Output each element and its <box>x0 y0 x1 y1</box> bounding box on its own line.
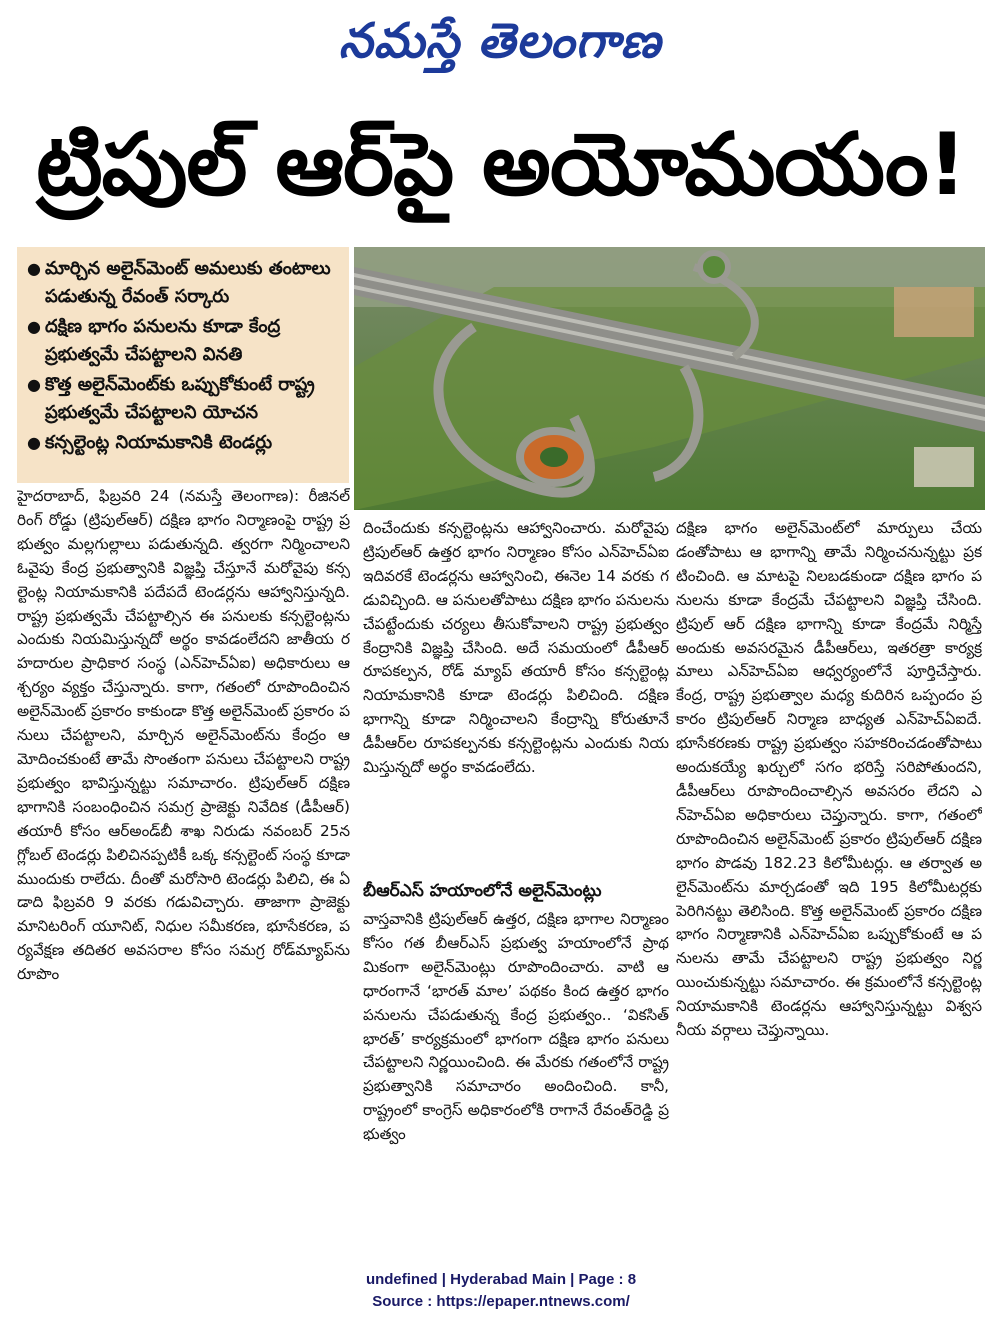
article-column-1: హైదరాబాద్, ఫిబ్రవరి 24 (నమస్తే తెలంగాణ): రీజినల్ రింగ్ రోడ్డు (ట్రిపుల్‌ఆర్) దక్షిణ భాగం నిర్మాణంపై రాష్ట్ర ప్రభుత్వం మల్లగుల్లాలు పడుతున్నది. త్వరగా నిర్మించాలని ఓవైపు కేంద్ర ప్రభుత్వానికి విజ్ఞప్తి చేస్తూనే మరోవైపు కన్సల్టెంట్ల నియామకానికి పదేపదే టెండర్లను ఆహ్వానిస్తున్నది. రాష్ట్ర ప్రభుత్వమే చేపట్టాల్సిన ఈ పనులకు కన్సల్టెంట్లను ఎందుకు నియమిస్తున్నదో అర్థం కావడంలేదని జాతీయ రహదారుల ప్రాధికార సంస్థ (ఎన్‌హెచ్‌ఏఐ) అధికారులు ఆశ్చర్యం వ్యక్తం చేస్తున్నారు. కాగా, గతంలో రూపొందించిన అలైన్‌మెంట్ ప్రకారం కాకుండా కొత్త అలైన్‌మెంట్ ప్రకారం పనులు చేపట్టాలని, మార్చిన అలైన్‌మెంట్‌ను కేంద్రం ఆమోదించకుంటే తామే సొంతంగా పనులు చేపట్టాలని రాష్ట్ర ప్రభుత్వం భావిస్తున్నట్టు సమాచారం. ట్రిపుల్‌ఆర్ దక్షిణ భాగానికి సంబంధించిన సమగ్ర ప్రాజెక్టు నివేదిక (డీపీఆర్) తయారీ కోసం ఆర్‌అండ్‌బీ శాఖ నిరుడు నవంబర్ 25న గ్లోబల్ టెండర్లు పిలిచినప్పటికీ ఒక్క కన్సల్టెంట్ సంస్థ కూడా ముందుకు రాలేదు. దీంతో మరోసారి టెండర్లు పిలిచి, ఈ ఏడాది ఫిబ్రవరి 9 వరకు గడువిచ్చారు. తాజాగా ప్రాజెక్టు మానిటరింగ్ యూనిట్, నిధుల సమీకరణ, భూసేకరణ, పర్యవేక్షణ తదితర అవసరాల కోసం సమగ్ర రోడ్‌మ్యాప్‌ను రూపొం <box>17 487 350 984</box>
article-headline: ట్రిపుల్ ఆర్‌పై అయోమయం! <box>36 115 966 215</box>
interchange-illustration <box>354 247 985 510</box>
aerial-interchange-photo <box>354 247 985 510</box>
highlight-item <box>27 429 341 457</box>
article-column-3: దక్షిణ భాగం అలైన్‌మెంట్‌లో మార్పులు చేయడంతోపాటు ఆ భాగాన్ని తామే నిర్మించనున్నట్టు ప్రకటించింది. ఆ మాటపై నిలబడకుండా దక్షిణ భాగం పనులను కూడా కేంద్రమే చేపట్టాలని విజ్ఞప్తి చేసింది. ట్రిపుల్ ఆర్ దక్షిణ భాగాన్ని కూడా కేంద్రమే నిర్మిస్తే అందుకు అవసరమైన డీపీఆర్‌లు, ఇతరత్రా కార్యక్రమాలు ఎన్‌హెచ్‌ఏఐ ఆధ్వర్యంలోనే పూర్తిచేస్తారు. కేంద్ర, రాష్ట్ర ప్రభుత్వాల మధ్య కుదిరిన ఒప్పందం ప్రకారం ట్రిపుల్‌ఆర్ నిర్మాణ బాధ్యత ఎన్‌హెచ్‌ఏఐదే. భూసేకరణకు రాష్ట్ర ప్రభుత్వం సహకరించడంతోపాటు అందుకయ్యే ఖర్చులో సగం భరిస్తే సరిపోతుందని, డీపీఆర్‌లు రూపొందించాల్సిన అవసరం లేదని ఎన్‌హెచ్‌ఏఐ అధికారులు చెప్తున్నారు. కాగా, గతంలో రూపొందించిన అలైన్‌మెంట్ ప్రకారం ట్రిపుల్‌ఆర్ దక్షిణ భాగం పొడవు 182.23 కిలోమీటర్లు. ఆ తర్వాత అలైన్‌మెంట్‌ను మార్చడంతో ఇది 195 కిలోమీటర్లకు పెరిగినట్టు తెలిసింది. కొత్త అలైన్‌మెంట్ ప్రకారం దక్షిణ భాగం నిర్మాణానికి ఎన్‌హెచ్‌ఏఐ ఒప్పుకోకుంటే ఆ పనులను తామే చేపట్టాలని రాష్ట్ర ప్రభుత్వం నిర్ణయించుకున్నట్టు సమాచారం. ఈ క్రమంలోనే కన్సల్టెంట్ల నియామకానికి టెండర్లను ఆహ్వానిస్తున్నట్టు విశ్వసనీయ వర్గాలు చెప్తున్నాయి. <box>676 519 982 1040</box>
highlight-item <box>27 313 341 369</box>
bullet-icon: ● <box>27 433 41 452</box>
highlight-item <box>27 255 341 311</box>
article-column-2-lower: వాస్తవానికి ట్రిపుల్‌ఆర్ ఉత్తర, దక్షిణ భాగాల నిర్మాణం కోసం గత బీఆర్‌ఎస్ ప్రభుత్వ హయాంలోనే ప్రాథమికంగా అలైన్‌మెంట్లు రూపొందించారు. వాటి ఆధారంగానే ‘భారత్ మాల’ పథకం కింద ఉత్తర భాగం పనులను చేపడుతున్న కేంద్ర ప్రభుత్వం.. ‘వికసిత్ భారత్’ కార్యక్రమంలో భాగంగా దక్షిణ భాగం పనులు చేపట్టాలని నిర్ణయించింది. ఈ మేరకు గతంలోనే రాష్ట్ర ప్రభుత్వానికి సమాచారం అందించింది. కానీ, రాష్ట్రంలో కాంగ్రెస్ అధికారంలోకి రాగానే రేవంత్‌రెడ్డి ప్రభుత్వం <box>363 910 669 1144</box>
highlight-text: దక్షిణ భాగం పనులను కూడా కేంద్ర ప్రభుత్వమే చేపట్టాలని వినతి <box>45 316 281 365</box>
highlight-text: కన్సల్టెంట్ల నియామకానికి టెండర్లు <box>45 432 273 453</box>
bullet-icon: ● <box>27 259 41 278</box>
article-column-2: దించేందుకు కన్సల్టెంట్లను ఆహ్వానించారు. మరోవైపు ట్రిపుల్‌ఆర్ ఉత్తర భాగం నిర్మాణం కోసం ఎన్‌హెచ్‌ఏఐ ఇదివరకే టెండర్లను ఆహ్వానించి, ఈనెల 14 వరకు గడువిచ్చింది. ఆ పనులతోపాటు దక్షిణ భాగం పనులను చేపట్టేందుకు చర్యలు తీసుకోవాలని రాష్ట్ర ప్రభుత్వం కేంద్రానికి విజ్ఞప్తి చేసింది. అదే సమయంలో డీపీఆర్ రూపకల్పన, రోడ్ మ్యాప్ తయారీ కోసం కన్సల్టెంట్ల నియామకానికి కూడా టెండర్లు పిలిచింది. దక్షిణ భాగాన్ని కూడా నిర్మించాలని కేంద్రాన్ని కోరుతూనే డీపీఆర్‌ల రూపకల్పనకు కన్సల్టెంట్లను ఎందుకు నియమిస్తున్నదో అర్థం కావడంలేదు. <box>363 519 669 777</box>
page-info: undefined | Hyderabad Main | Page : 8 <box>365 1271 637 1288</box>
source-link[interactable]: Source : https://epaper.ntnews.com/ <box>372 1293 630 1310</box>
newspaper-masthead: నమస్తే తెలంగాణ <box>338 13 662 69</box>
bullet-icon: ● <box>27 317 41 336</box>
bullet-icon: ● <box>27 375 41 394</box>
highlight-text: కొత్త అలైన్‌మెంట్‌కు ఒప్పుకోకుంటే రాష్ట్ర ప్రభుత్వమే చేపట్టాలని యోచన <box>45 374 315 423</box>
highlights-box <box>17 247 349 483</box>
highlight-text: మార్చిన అలైన్‌మెంట్ అమలుకు తంటాలు పడుతున్న రేవంత్ సర్కారు <box>45 258 331 307</box>
article-subheading: బీఆర్‌ఎస్ హయాంలోనే అలైన్‌మెంట్లు <box>363 881 602 901</box>
highlight-item <box>27 371 341 427</box>
